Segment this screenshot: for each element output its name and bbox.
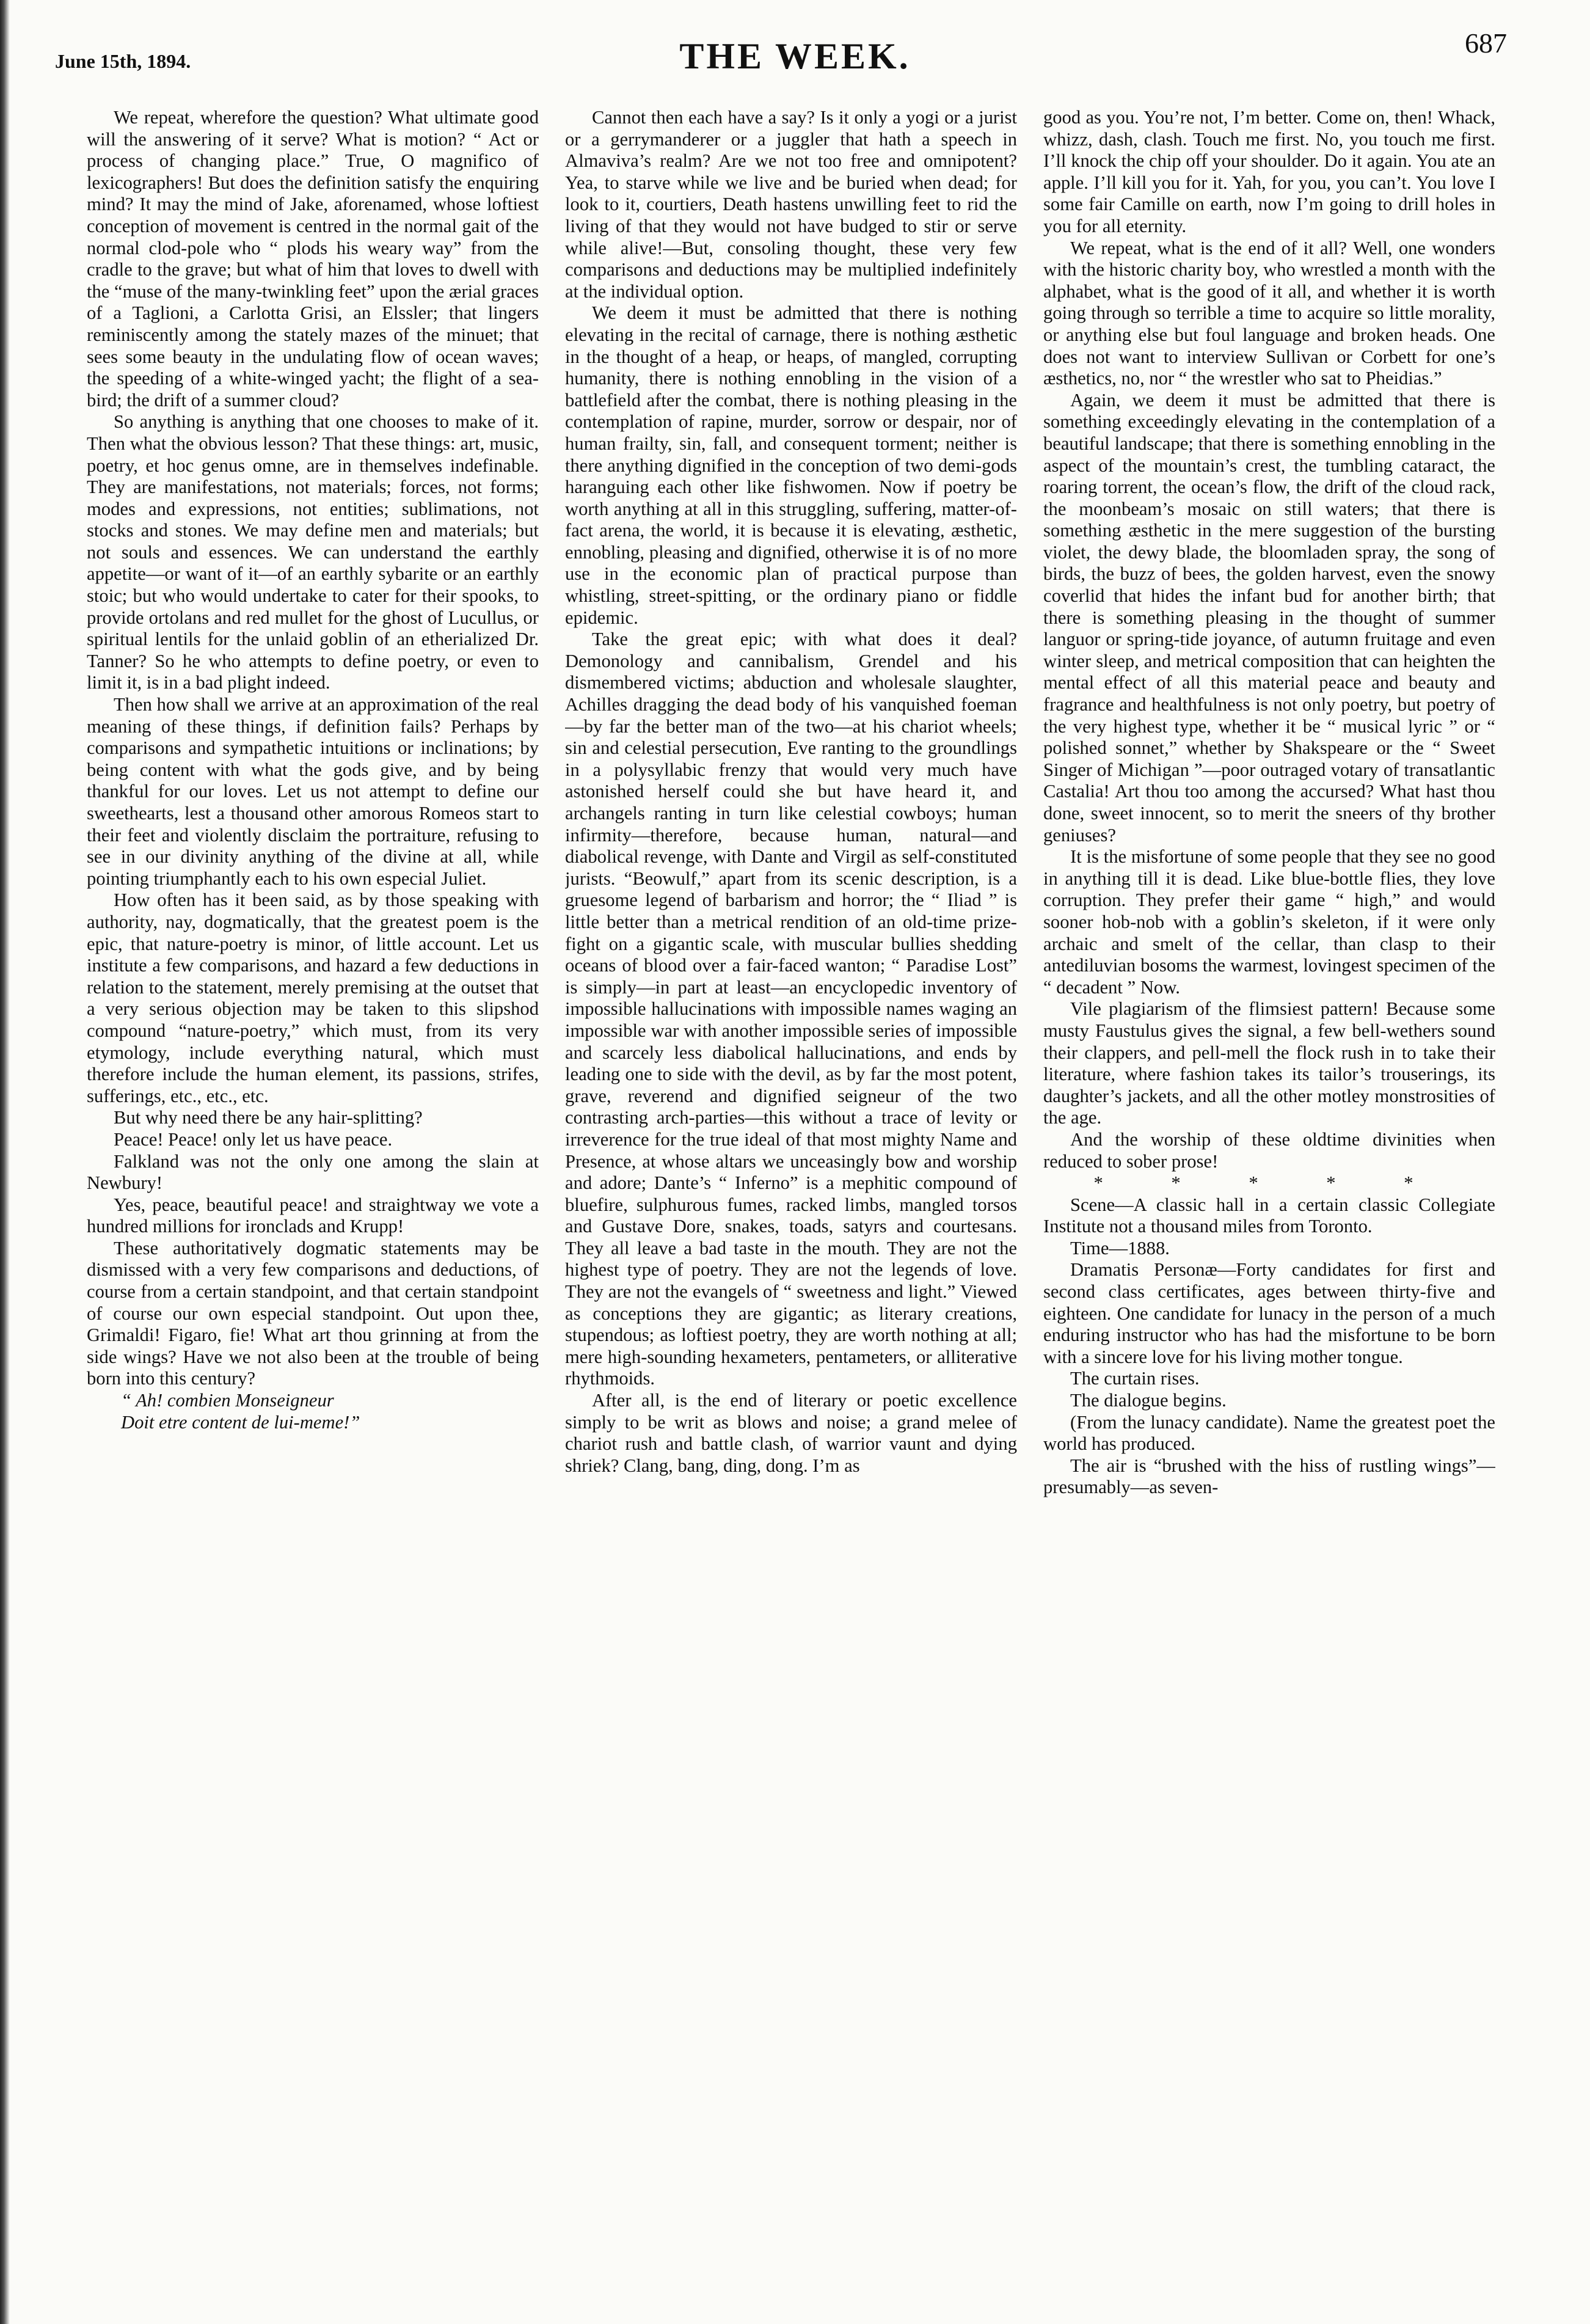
quote-line: Doit etre content de lui-meme!” <box>121 1411 360 1433</box>
paragraph: We repeat, what is the end of it all? Well, one wonders with the historic charity boy, who wrestled a month with the alphabet, what is the good of it all, and whether it is worth going through so terrible a time to acquire so little morality, or anything else but foul language and broken heads. One does not want to interview Sullivan or Corbett for one’s æsthetics, no, nor “ the wrestler who sat to Pheidias.” <box>1043 237 1495 389</box>
page-number: 687 <box>1465 27 1507 59</box>
paragraph: It is the misfortune of some people that they see no good in anything till it is dead. Like blue-bottle flies, they love corruption. They prefer their game “ high,” and would sooner hob-nob with a goblin’s skeleton, if it were only archaic and smelt of the cellar, than clasp to their antediluvian bosoms the warmest, lovingest specimen of the “ decadent ” Now. <box>1043 846 1495 998</box>
issue-date: June 15th, 1894. <box>55 50 191 72</box>
paragraph: The dialogue begins. <box>1070 1390 1227 1411</box>
paragraph: Falkland was not the only one among the slain at Newbury! <box>87 1150 539 1194</box>
paragraph: The curtain rises. <box>1070 1368 1200 1389</box>
paragraph: Then how shall we arrive at an approximation of the real meaning of these things, if definition fails? Perhaps by comparisons and sympathetic intuitions or inclinations; by being content with what the gods give, and by being thankful for our loves. Let us not attempt to define our sweethearts, lest a thousand other amorous Romeos start to their feet and violently disclaim the portraiture, refusing to see in our divinity anything of the divine at all, while pointing triumphantly each to his own especial Juliet. <box>87 694 539 889</box>
quote-line: “ Ah! combien Monseigneur <box>121 1390 334 1411</box>
paragraph: Dramatis Personæ—Forty candidates for first and second class certificates, ages between thirty-five and eighteen. One candidate for lunacy in the person of a much enduring instructor who has had the misfortune to be born with a sincere love for his living mother tongue. <box>1043 1259 1495 1367</box>
paragraph: How often has it been said, as by those speaking with authority, nay, dogmatically, that the greatest poem is the epic, that nature-poetry is minor, of little account. Let us institute a few comparisons, and hazard a few deductions in relation to the statement, merely premising at the outset that a very serious objection may be taken to this slipshod compound “nature-poetry,” which must, from its very etymology, include everything natural, which must therefore include the human element, its passions, strifes, sufferings, etc., etc., etc. <box>87 890 539 1106</box>
column-1 <box>87 107 539 2300</box>
page-edge-shadow <box>0 0 10 2324</box>
column-3 <box>1043 107 1495 2300</box>
paragraph: Time—1888. <box>1070 1237 1170 1259</box>
paragraph: Yes, peace, beautiful peace! and straightway we vote a hundred millions for ironclads and Krupp! <box>87 1194 539 1237</box>
paragraph: Peace! Peace! only let us have peace. <box>114 1128 393 1150</box>
masthead-title: THE WEEK. <box>679 36 911 76</box>
paragraph: (From the lunacy candidate). Name the greatest poet the world has produced. <box>1043 1411 1495 1455</box>
paragraph: These authoritatively dogmatic statements may be dismissed with a very few comparisons and deductions, of course from a certain standpoint, and that certain standpoint of course our own especial standpoint. Out upon thee, Grimaldi! Figaro, fie! What art thou grinning at from the side wings? Have we not also been at the trouble of being born into this century? <box>87 1237 539 1389</box>
section-break-stars: * * * * * <box>1093 1172 1445 1194</box>
column-2 <box>565 107 1017 2300</box>
paragraph: And the worship of these oldtime divinities when reduced to sober prose! <box>1043 1128 1495 1172</box>
paragraph: So anything is anything that one chooses to make of it. Then what the obvious lesson? That these things: art, music, poetry, et hoc genus omne, are in themselves indefinable. They are manifestations, not materials; forces, not forms; modes and expressions, not entities; sublimations, not stocks and stones. We may define men and materials; but not souls and essences. We can understand the earthly appetite—or want of it—of an earthly sybarite or an earthly stoic; but who would undertake to cater for their spooks, to provide ortolans and red mullet for the ghost of Lucullus, or spiritual lentils for the unlaid goblin of an etherialized Dr. Tanner? So he who attempts to define poetry, or even to limit it, is in a bad plight indeed. <box>87 411 539 693</box>
paragraph: The air is “brushed with the hiss of rustling wings”—presumably—as seven- <box>1043 1455 1495 1498</box>
paragraph: Scene—A classic hall in a certain classic Collegiate Institute not a thousand miles from Toronto. <box>1043 1194 1495 1237</box>
paragraph: But why need there be any hair-splitting? <box>114 1107 423 1128</box>
paragraph: Cannot then each have a say? Is it only a yogi or a jurist or a gerrymanderer or a juggler that hath a speech in Almaviva’s realm? Are we not too free and omnipotent? Yea, to starve while we live and be buried when dead; for look to it, courtiers, Death hastens unwilling feet to rid the living of that they would not have budged to stir or serve while alive!—But, consoling thought, these very few comparisons and deductions may be multiplied indefinitely at the individual option. <box>565 107 1017 302</box>
paragraph: After all, is the end of literary or poetic excellence simply to be writ as blows and noise; a grand melee of chariot rush and battle clash, of warrior vaunt and dying shriek? Clang, bang, ding, dong. I’m as <box>565 1390 1017 1476</box>
paragraph: Take the great epic; with what does it deal? Demonology and cannibalism, Grendel and his dismembered victims; abduction and wholesale slaughter, Achilles dragging the dead body of his vanquished foeman—by far the better man of the two—at his chariot wheels; sin and celestial persecution, Eve ranting to the groundlings in a polysyllabic frenzy that would very much have astonished herself could she but have heard it, and archangels ranting in turn like celestial cowboys; human infirmity—therefore, because human, natural—and diabolical revenge, with Dante and Virgil as self-constituted jurists. “Beowulf,” apart from its scenic description, is a gruesome legend of barbarism and horror; the “ Iliad ” is little better than a metrical rendition of an old-time prize-fight on a gigantic scale, with muscular bullies shedding oceans of blood over a fair-faced wanton; “ Paradise Lost” is simply—in part at least—an encyclopedic inventory of impossible hallucinations with impossible names waging an impossible war with another impossible series of impossible and scarcely less diabolical hallucinations, and ends by leading one to side with the devil, as by far the most potent, grave, reverend and dignified seigneur of the two contrasting arch-parties—this without a trace of levity or irreverence for the true ideal of that most mighty Name and Presence, at whose altars we unceasingly bow and worship and adore; Dante’s “ Inferno” is a mephitic compound of bluefire, sulphurous fumes, racked limbs, mangled torsos and Gustave Dore, snakes, toads, satyrs and courtesans. They all leave a bad taste in the mouth. They are not the highest type of poetry. They are not the legends of love. They are not the evangels of “ sweetness and light.” Viewed as conceptions they are gigantic; as literary creations, stupendous; as loftiest poetry, they are worth nothing at all; mere high-sounding hexameters, pentameters, or alliterative rhythmoids. <box>565 629 1017 1389</box>
paragraph: We repeat, wherefore the question? What ultimate good will the answering of it serve? What is motion? “ Act or process of changing place.” True, O magnifico of lexicographers! But does the definition satisfy the enquiring mind? It may the mind of Jake, aforenamed, whose loftiest conception of movement is centred in the normal gait of the normal clod-pole who “ plods his weary way” from the cradle to the grave; but what of him that loves to dwell with the “muse of the many-twinkling feet” upon the ærial graces of a Taglioni, a Carlotta Grisi, an Elssler; that lingers reminiscently among the stately mazes of the minuet; that sees some beauty in the undulating flow of ocean waves; the speeding of a white-winged yacht; the flight of a sea-bird; the drift of a summer cloud? <box>87 107 539 411</box>
paragraph: Vile plagiarism of the flimsiest pattern! Because some musty Faustulus gives the signal, a few bell-wethers sound their clappers, and pell-mell the flock rush in to take their literature, where fashion takes its tailor’s trouserings, its daughter’s jackets, and all the other motley monstrosities of the age. <box>1043 998 1495 1128</box>
paragraph: good as you. You’re not, I’m better. Come on, then! Whack, whizz, dash, clash. Touch me first. No, you touch me first. I’ll knock the chip off your shoulder. Do it again. You ate an apple. I’ll kill you for it. Yah, for you, you can’t. You love I some fair Camille on earth, now I’m going to drill holes in you for all eternity. <box>1043 107 1495 236</box>
paragraph: We deem it must be admitted that there is nothing elevating in the recital of carnage, there is nothing æsthetic in the thought of a heap, or heaps, of mangled, corrupting humanity, there is nothing ennobling in the vision of a battlefield after the combat, there is nothing pleasing in the contemplation of rapine, murder, sorrow or despair, nor of human frailty, sin, fall, and consequent torment; neither is there anything dignified in the conception of two demi-gods haranguing each other like fishwomen. Now if poetry be worth anything at all in this struggling, suffering, matter-of-fact arena, the world, it is because it is elevating, æsthetic, ennobling, pleasing and dignified, otherwise it is of no more use in the economic plan of practical purpose than whistling, street-spitting, or the ordinary piano or fiddle epidemic. <box>565 302 1017 628</box>
paragraph: Again, we deem it must be admitted that there is something exceedingly elevating in the contemplation of a beautiful landscape; that there is something ennobling in the aspect of the mountain’s crest, the tumbling cataract, the roaring torrent, the ocean’s flow, the drift of the cloud rack, the moonbeam’s mosaic on still waters; that there is something æsthetic in the mere suggestion of the bursting violet, the dewy blade, the bloomladen spray, the song of birds, the buzz of bees, the golden harvest, even the snowy coverlid that hides the infant bud for another birth; that there is something pleasing in the thought of summer languor or spring-tide joyance, of autumn fruitage and even winter sleep, and metrical composition that can heighten the mental effect of all this material peace and beauty and fragrance and healthfulness is not only poetry, but poetry of the very highest type, whether it be “ musical lyric ” or “ polished sonnet,” whether by Shakspeare or the “ Sweet Singer of Michigan ”—poor outraged votary of transatlantic Castalia! Art thou too among the accursed? What hast thou done, sweet innocent, so to merit the sneers of thy brother geniuses? <box>1043 389 1495 846</box>
